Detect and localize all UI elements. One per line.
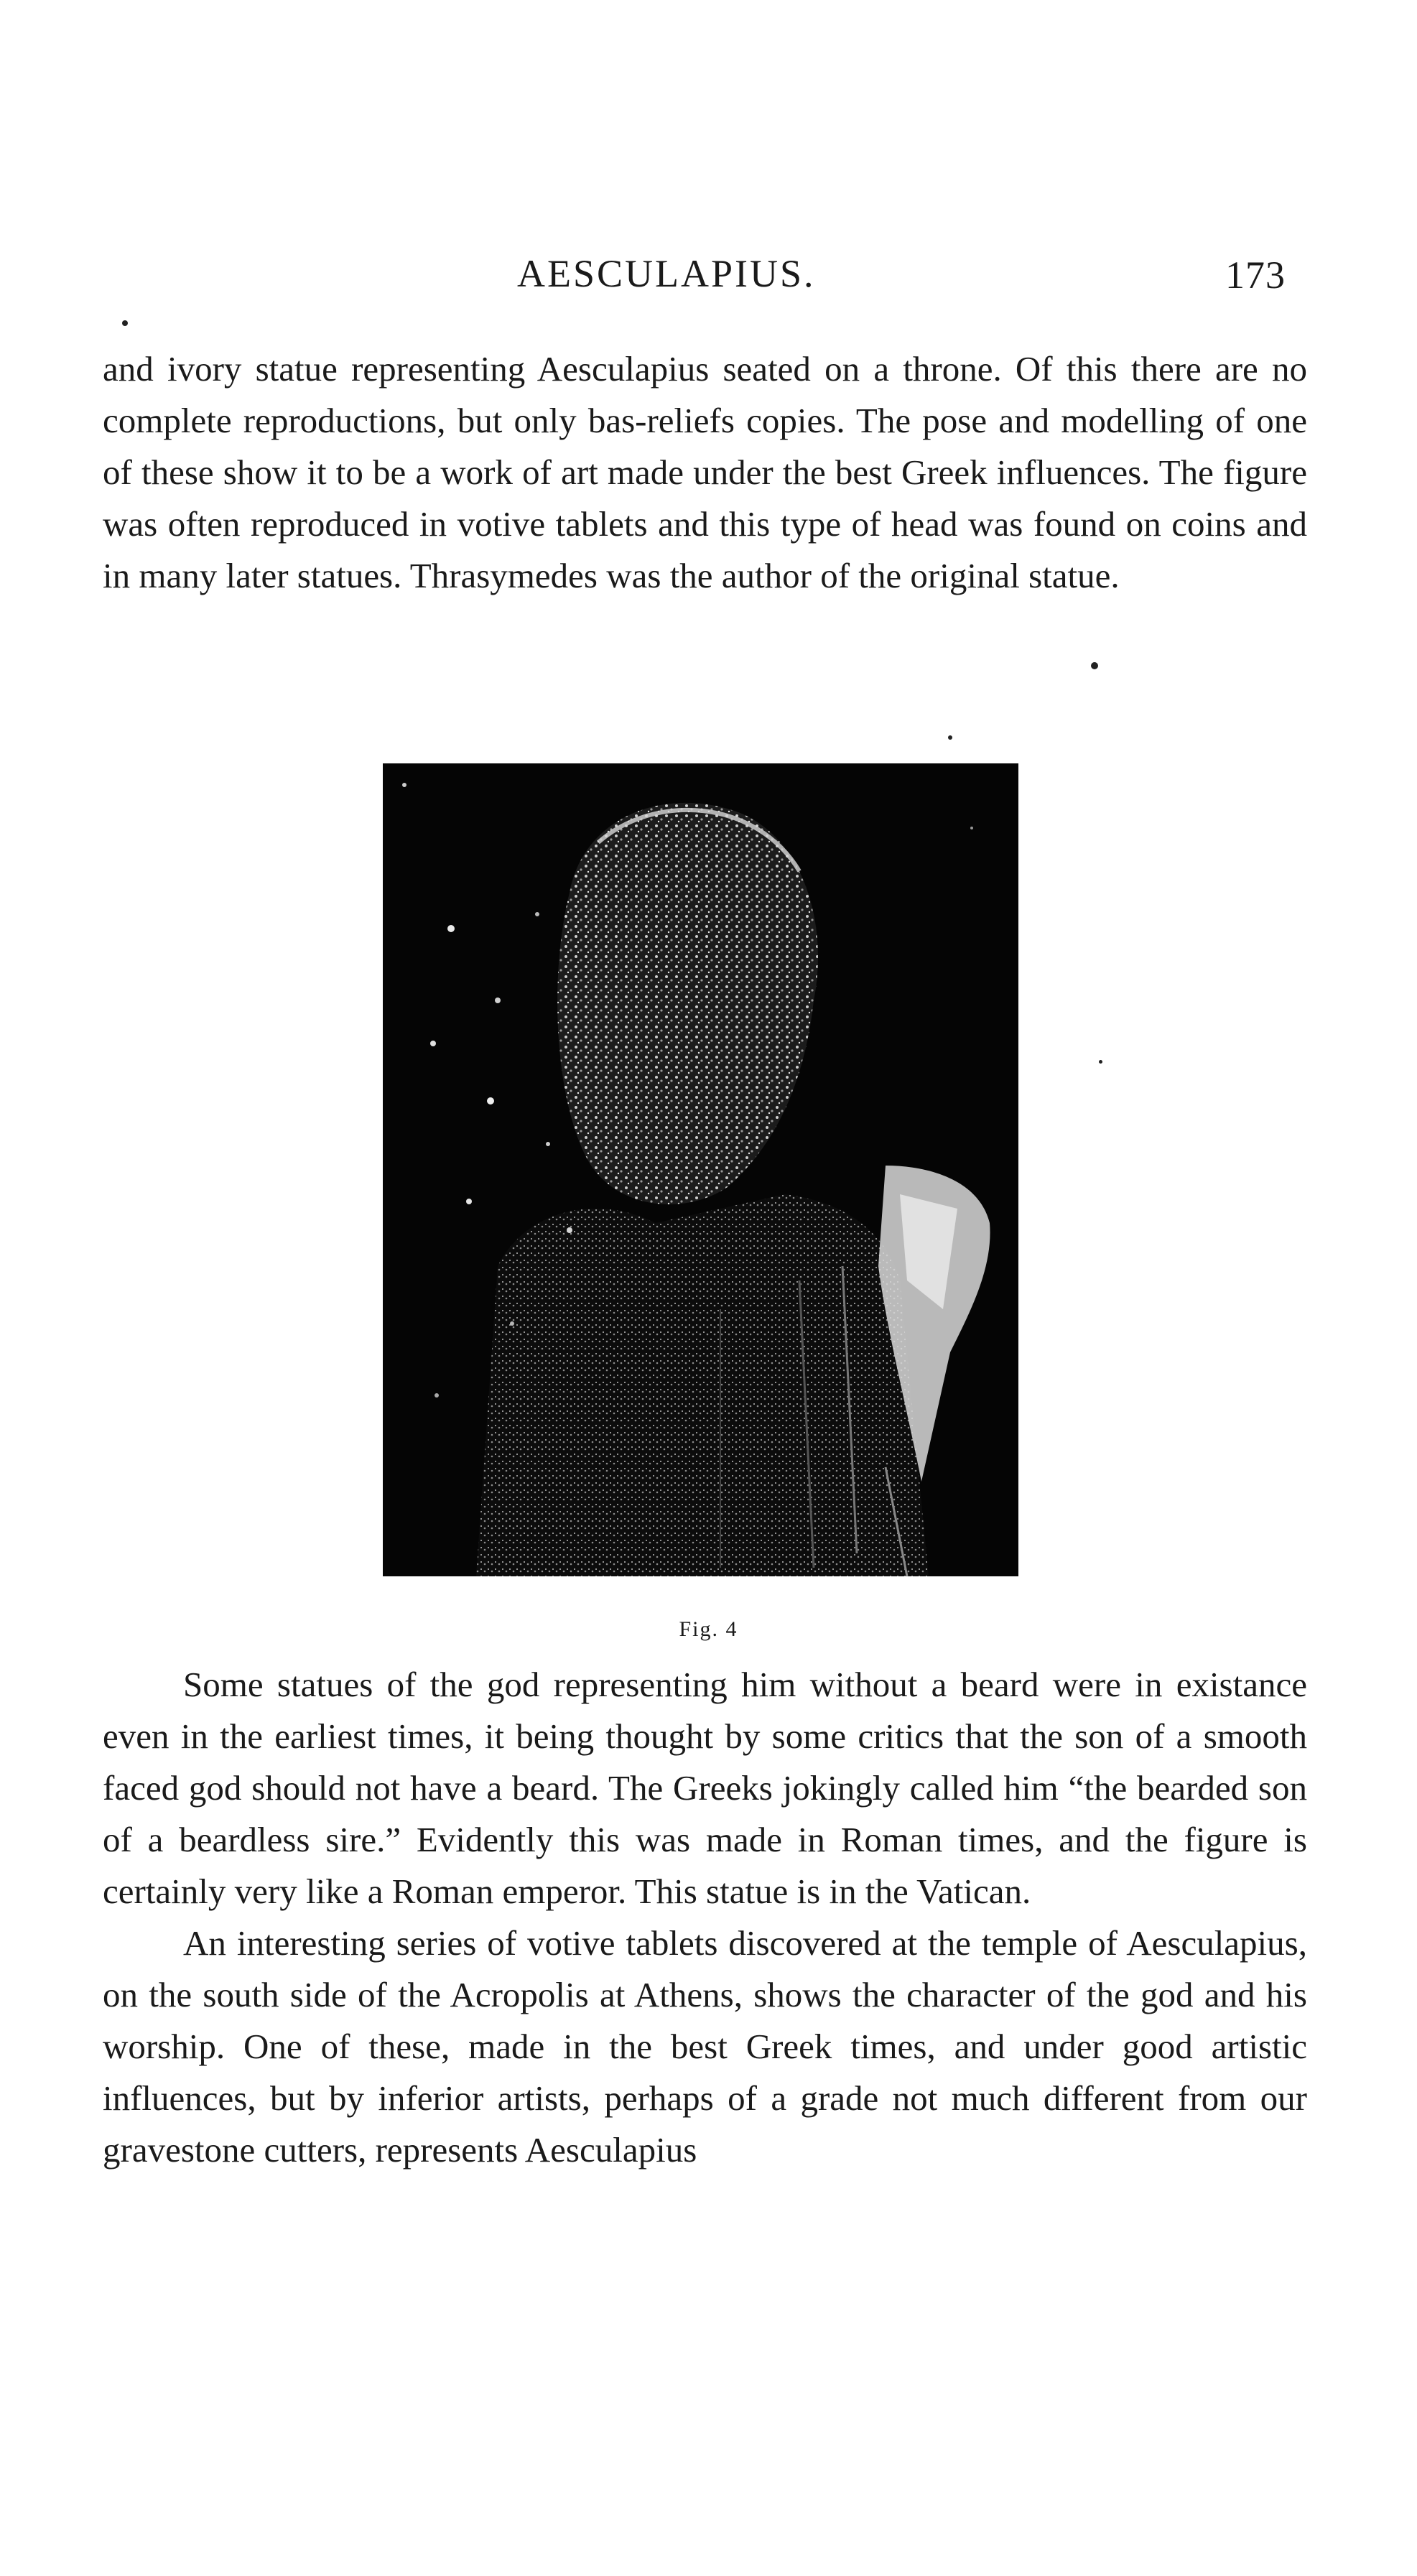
running-title: AESCULAPIUS.: [517, 252, 816, 295]
print-speck: [122, 320, 128, 326]
paragraph: An interesting series of votive tablets discovered at the temple of Aesculapius, on the south side of the Acropolis at Athens, shows the character of the god and his worship. One of these, made in the best Greek times, and under good artistic influences, but by inferior artists, perhaps of a grade not much different from our gravestone cutters, represents Aesculapius: [103, 1923, 1307, 2170]
print-speck: [1099, 1060, 1102, 1064]
continuation-paragraphs-block: [103, 1659, 1307, 2176]
print-speck: [948, 735, 952, 740]
figure-caption: Fig. 4: [679, 1617, 738, 1641]
opening-paragraph-block: [103, 343, 1307, 602]
page-number: 173: [1225, 254, 1286, 297]
paragraph: Some statues of the god representing him without a beard were in existance even in the earliest times, it being thought by some critics that the son of a smooth faced god should not have a beard. The Greeks jokingly called him “the bearded son of a beardless sire.” Evidently this was made in Roman times, and the figure is certainly very like a Roman emperor. This statue is in the Vatican.: [103, 1665, 1307, 1911]
paragraph: and ivory statue representing Aesculapius seated on a throne. Of this there are no complete reproductions, but only bas-reliefs copies. The pose and modelling of one of these show it to be a work of art made under the best Greek influences. The figure was often reproduced in votive tablets and this type of head was found on coins and in many later statues. Thrasymedes was the author of the original statue.: [103, 349, 1307, 595]
print-speck: [1091, 662, 1098, 669]
figure-photo: [383, 763, 1018, 1576]
running-head: [0, 251, 1417, 309]
statue-bust-photo-icon: [383, 763, 1018, 1576]
